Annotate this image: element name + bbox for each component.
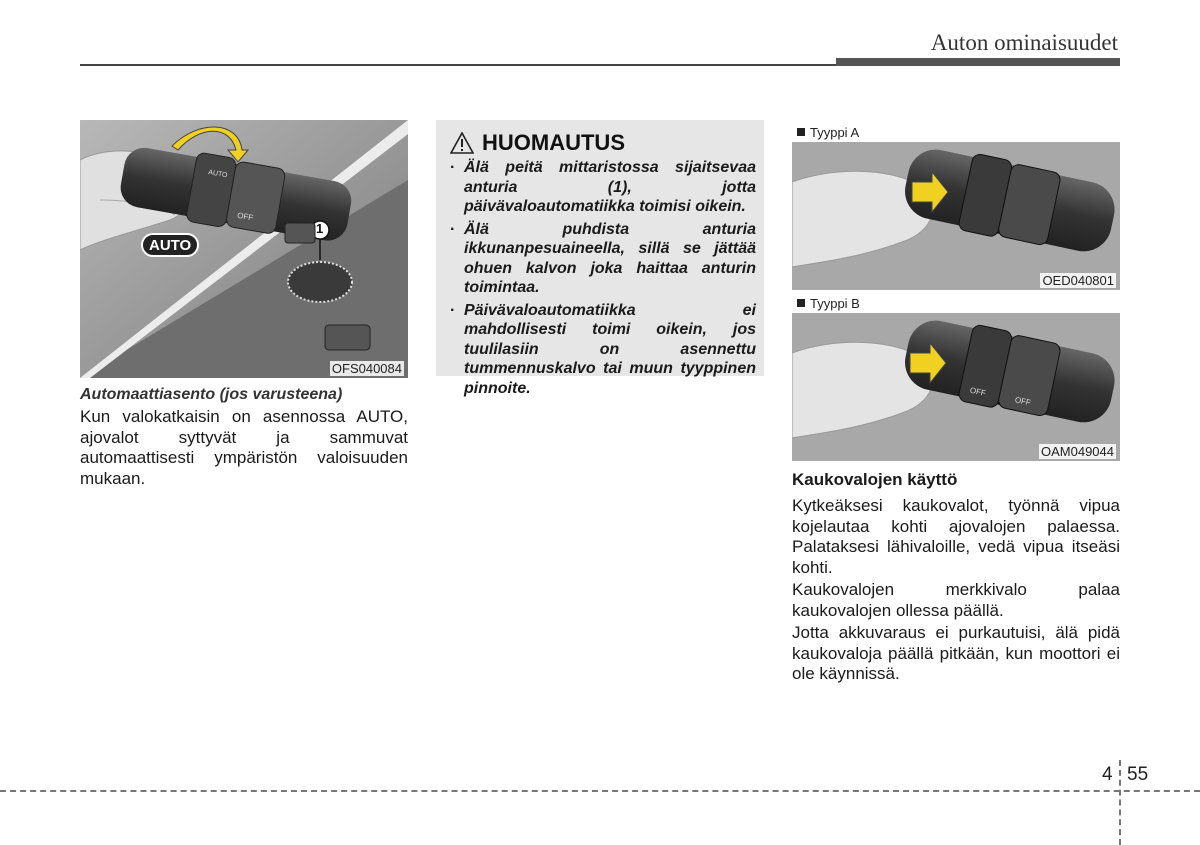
auto-mode-paragraph: Kun valokatkaisin on asennossa AUTO, ajovalot syttyvät ja sammuvat automaattisesti ympäristön valoisuuden mukaan. [80, 407, 408, 488]
type-a-label [797, 125, 859, 140]
notice-list [448, 158, 756, 401]
figure-type-b [792, 313, 1120, 461]
svg-text:AUTO: AUTO [207, 169, 228, 180]
figure-type-a [792, 142, 1120, 290]
notice-item-text: Älä peitä mittaristossa sijaitsevaa anturia (1), jotta päivävaloautomatiikka toimisi oikein. [464, 159, 756, 215]
type-a-label-text: Tyyppi A [810, 125, 860, 140]
notice-item [448, 301, 756, 399]
square-bullet-icon [797, 128, 805, 136]
header-rule-thin [80, 64, 836, 66]
warning-triangle-icon [450, 132, 474, 154]
high-beam-paragraph: Kaukovalojen merkkivalo palaa kaukovalojen ollessa päällä. [792, 580, 1120, 620]
footer-rule [0, 790, 1200, 792]
notice-item-text: Älä puhdista anturia ikkunanpesuaineella, sillä se jättää ohuen kalvon joka haittaa anturin toimintaa. [464, 220, 756, 296]
bullet: · [450, 159, 456, 176]
footer-divider [1119, 760, 1121, 845]
chapter-number: 4 [1102, 764, 1113, 785]
notice-item [448, 220, 756, 298]
svg-text:OFF: OFF [969, 385, 987, 398]
light-sensor [288, 262, 352, 302]
running-header: Auton ominaisuudet [930, 30, 1118, 55]
auto-mode-text [80, 407, 408, 489]
notice-title: HUOMAUTUS [482, 130, 625, 155]
figure-auto-switch [80, 120, 408, 378]
type-b-label-text: Tyyppi B [810, 296, 860, 311]
high-beam-paragraph: Jotta akkuvaraus ei purkautuisi, älä pidä kaukovaloja päällä pitkään, kun moottori ei ole käynnissä. [792, 623, 1120, 683]
auto-badge-label: AUTO [149, 237, 192, 254]
figure-code: OAM049044 [1041, 444, 1114, 459]
notice-box [436, 120, 764, 397]
notice-item [448, 158, 756, 217]
header-rule-thick [836, 58, 1120, 66]
square-bullet-icon [797, 299, 805, 307]
figure-code: OED040801 [1042, 273, 1114, 288]
high-beam-heading: Kaukovalojen käyttö [792, 470, 958, 489]
svg-text:OFF: OFF [236, 210, 254, 223]
bullet: · [450, 301, 456, 319]
high-beam-paragraph: Kytkeäksesi kaukovalot, työnnä vipua kojelautaa kohti ajovalojen palaessa. Palataksesi lähivaloille, vedä vipua itseäsi kohti. [792, 496, 1120, 577]
bullet: · [450, 220, 456, 238]
stalk-type-a-illustration [792, 142, 1120, 290]
type-b-label [797, 296, 860, 311]
stalk-type-b-illustration [792, 313, 1120, 461]
notice-item-text: Päivävaloautomatiikka ei mahdollisesti toimi oikein, jos tuulilasiin on asennettu tummennuskalvo tai muun tyyppinen pinnoite. [464, 301, 756, 397]
auto-mode-caption: Automaattiasento (jos varusteena) [80, 386, 343, 403]
svg-text:OFF: OFF [1014, 395, 1032, 408]
page-number: 55 [1127, 764, 1149, 785]
light-switch-illustration [80, 120, 408, 378]
high-beam-text [792, 496, 1120, 685]
callout-number: 1 [316, 221, 324, 236]
figure-code: OFS040084 [331, 361, 402, 376]
